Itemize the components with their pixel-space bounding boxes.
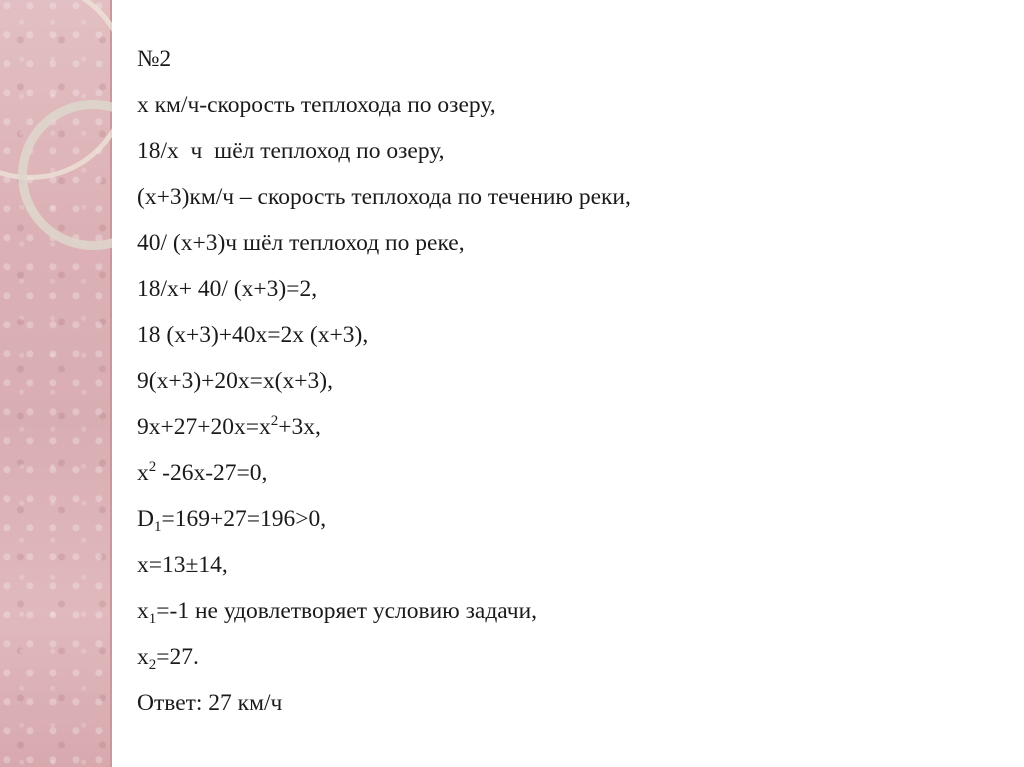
text-line [137,266,997,312]
text-line [137,450,997,496]
text-fragment: (х+3)км/ч – скорость теплохода по течению реки, [137,184,631,210]
text-fragment: 9х+27+20х=х [137,414,271,440]
text-line [137,634,997,680]
text-fragment: D [137,506,154,532]
text-line [137,542,997,588]
subscript: 1 [148,611,157,627]
text-fragment: 18/х+ 40/ (х+3)=2, [137,276,318,302]
text-fragment: 18/х ч шёл теплоход по озеру, [137,138,445,164]
text-line [137,404,997,450]
solution-text [137,36,997,726]
text-fragment: -26х-27=0, [156,460,268,486]
text-fragment: х [137,598,149,624]
subscript: 2 [148,657,157,673]
text-line [137,358,997,404]
text-fragment: +3х, [278,414,321,440]
text-fragment: х [137,460,149,486]
subscript: 1 [153,519,162,535]
text-fragment: 40/ (х+3)ч шёл теплоход по реке, [137,230,465,256]
text-line [137,680,997,726]
text-line [137,174,997,220]
text-fragment: Ответ: 27 км/ч [137,690,283,716]
superscript: 2 [148,459,157,475]
text-line [137,36,997,82]
text-fragment: 9(х+3)+20х=х(х+3), [137,368,333,394]
text-fragment: х=13±14, [137,552,228,578]
decorative-rings [0,0,112,767]
text-line [137,496,997,542]
text-fragment: =169+27=196>0, [161,506,327,532]
text-line [137,588,997,634]
text-fragment: №2 [137,46,172,72]
text-line [137,312,997,358]
text-fragment: =27. [156,644,199,670]
text-line [137,220,997,266]
text-line [137,128,997,174]
text-fragment: =-1 не удовлетворяет условию задачи, [156,598,538,624]
text-fragment: х [137,644,149,670]
text-fragment: 18 (х+3)+40х=2х (х+3), [137,322,369,348]
text-fragment: х км/ч-скорость теплохода по озеру, [137,92,496,118]
text-line [137,82,997,128]
superscript: 2 [270,413,279,429]
